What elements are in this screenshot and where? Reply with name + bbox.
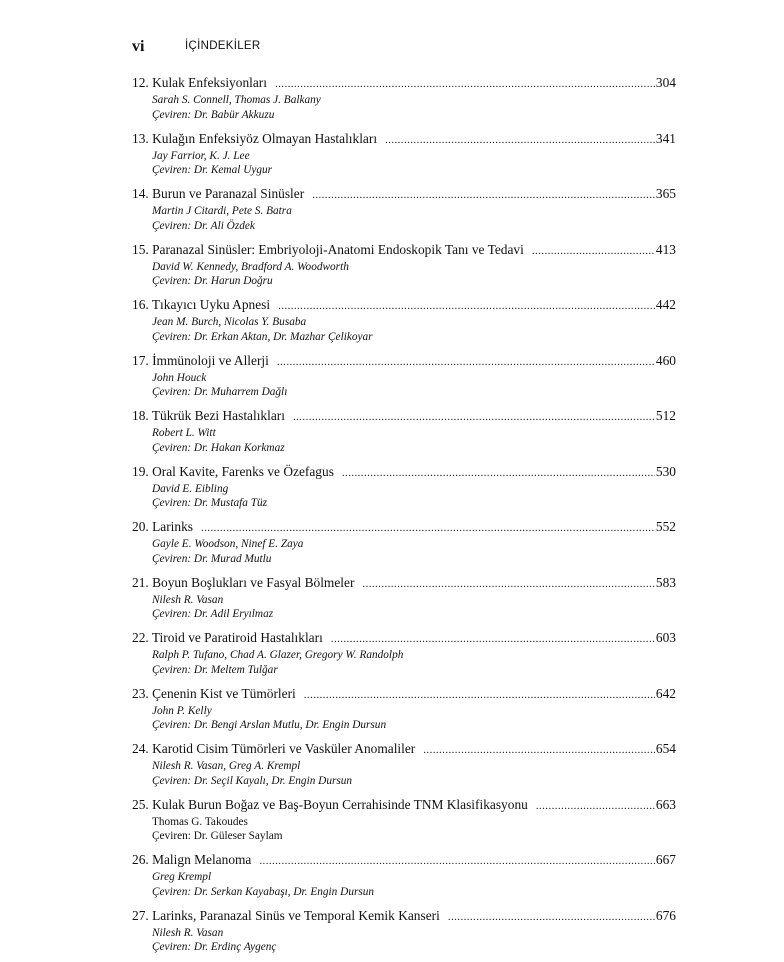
entry-translator: Çeviren: Dr. Erdinç Aygenç xyxy=(132,940,676,955)
entry-page-number: 667 xyxy=(656,851,676,868)
table-of-contents xyxy=(132,74,676,962)
dot-leader xyxy=(293,409,655,426)
entry-translator: Çeviren: Dr. Güleser Saylam xyxy=(132,829,676,844)
entry-translator: Çeviren: Dr. Murad Mutlu xyxy=(132,552,676,567)
entry-page-number: 642 xyxy=(656,685,676,702)
entry-page-number: 365 xyxy=(656,185,676,202)
entry-page-number: 530 xyxy=(656,463,676,480)
toc-entry[interactable] xyxy=(132,463,676,519)
entry-title: 21. Boyun Boşlukları ve Fasyal Bölmeler xyxy=(132,574,354,591)
dot-leader xyxy=(362,576,654,593)
dot-leader xyxy=(277,354,655,371)
entry-page-number: 304 xyxy=(656,74,676,91)
entry-page-number: 460 xyxy=(656,352,676,369)
toc-entry[interactable] xyxy=(132,296,676,352)
entry-translator: Çeviren: Dr. Muharrem Dağlı xyxy=(132,385,676,400)
entry-page-number: 676 xyxy=(656,907,676,924)
dot-leader xyxy=(536,798,655,815)
dot-leader xyxy=(331,631,655,648)
entry-page-number: 552 xyxy=(656,518,676,535)
entry-title: 24. Karotid Cisim Tümörleri ve Vasküler Anomaliler xyxy=(132,740,415,757)
entry-authors: Jean M. Burch, Nicolas Y. Busaba xyxy=(132,315,676,330)
entry-translator: Çeviren: Dr. Seçil Kayalı, Dr. Engin Dursun xyxy=(132,774,676,789)
entry-page-number: 341 xyxy=(656,130,676,147)
dot-leader xyxy=(304,687,655,704)
dot-leader xyxy=(201,520,655,537)
entry-translator: Çeviren: Dr. Kemal Uygur xyxy=(132,163,676,178)
entry-translator: Çeviren: Dr. Bengi Arslan Mutlu, Dr. Engin Dursun xyxy=(132,718,676,733)
entry-authors: Gayle E. Woodson, Ninef E. Zaya xyxy=(132,537,676,552)
entry-authors: Ralph P. Tufano, Chad A. Glazer, Gregory W. Randolph xyxy=(132,648,676,663)
entry-title: 22. Tiroid ve Paratiroid Hastalıkları xyxy=(132,629,323,646)
entry-translator: Çeviren: Dr. Mustafa Tüz xyxy=(132,496,676,511)
toc-entry[interactable] xyxy=(132,740,676,796)
dot-leader xyxy=(423,742,655,759)
entry-title: 12. Kulak Enfeksiyonları xyxy=(132,74,267,91)
entry-title: 27. Larinks, Paranazal Sinüs ve Temporal Kemik Kanseri xyxy=(132,907,440,924)
toc-entry[interactable] xyxy=(132,685,676,741)
entry-translator: Çeviren: Dr. Babür Akkuzu xyxy=(132,108,676,123)
entry-title: 19. Oral Kavite, Farenks ve Özefagus xyxy=(132,463,334,480)
toc-entry[interactable] xyxy=(132,629,676,685)
toc-entry[interactable] xyxy=(132,130,676,186)
page-number: vi xyxy=(132,38,144,56)
entry-authors: Thomas G. Takoudes xyxy=(132,815,676,830)
entry-page-number: 413 xyxy=(656,241,676,258)
entry-title: 17. İmmünoloji ve Allerji xyxy=(132,352,269,369)
entry-title: 13. Kulağın Enfeksiyöz Olmayan Hastalıkları xyxy=(132,130,377,147)
entry-title: 18. Tükrük Bezi Hastalıkları xyxy=(132,407,285,424)
entry-title: 15. Paranazal Sinüsler: Embriyoloji-Anatomi Endoskopik Tanı ve Tedavi xyxy=(132,241,524,258)
entry-authors: Robert L. Witt xyxy=(132,426,676,441)
entry-translator: Çeviren: Dr. Erkan Aktan, Dr. Mazhar Çelikoyar xyxy=(132,330,676,345)
entry-page-number: 512 xyxy=(656,407,676,424)
entry-page-number: 663 xyxy=(656,796,676,813)
entry-authors: David E. Eibling xyxy=(132,482,676,497)
entry-page-number: 583 xyxy=(656,574,676,591)
entry-authors: Martin J Citardi, Pete S. Batra xyxy=(132,204,676,219)
entry-title: 23. Çenenin Kist ve Tümörleri xyxy=(132,685,296,702)
entry-title: 26. Malign Melanoma xyxy=(132,851,251,868)
entry-authors: Sarah S. Connell, Thomas J. Balkany xyxy=(132,93,676,108)
entry-authors: Nilesh R. Vasan xyxy=(132,926,676,941)
dot-leader xyxy=(448,909,655,926)
entry-page-number: 442 xyxy=(656,296,676,313)
entry-page-number: 654 xyxy=(656,740,676,757)
entry-authors: Jay Farrior, K. J. Lee xyxy=(132,149,676,164)
toc-entry[interactable] xyxy=(132,851,676,907)
dot-leader xyxy=(312,187,655,204)
entry-translator: Çeviren: Dr. Meltem Tulğar xyxy=(132,663,676,678)
entry-authors: Nilesh R. Vasan, Greg A. Krempl xyxy=(132,759,676,774)
entry-translator: Çeviren: Dr. Ali Özdek xyxy=(132,219,676,234)
dot-leader xyxy=(385,132,655,149)
entry-authors: John P. Kelly xyxy=(132,704,676,719)
entry-authors: David W. Kennedy, Bradford A. Woodworth xyxy=(132,260,676,275)
entry-translator: Çeviren: Dr. Hakan Korkmaz xyxy=(132,441,676,456)
entry-title: 20. Larinks xyxy=(132,518,193,535)
section-title: İÇİNDEKİLER xyxy=(185,40,261,52)
toc-entry[interactable] xyxy=(132,407,676,463)
toc-entry[interactable] xyxy=(132,352,676,408)
entry-translator: Çeviren: Dr. Harun Doğru xyxy=(132,274,676,289)
entry-title: 14. Burun ve Paranazal Sinüsler xyxy=(132,185,304,202)
entry-authors: Nilesh R. Vasan xyxy=(132,593,676,608)
toc-entry[interactable] xyxy=(132,907,676,962)
toc-entry[interactable] xyxy=(132,574,676,630)
entry-title: 25. Kulak Burun Boğaz ve Baş-Boyun Cerrahisinde TNM Klasifikasyonu xyxy=(132,796,528,813)
toc-entry[interactable] xyxy=(132,74,676,130)
dot-leader xyxy=(278,298,655,315)
entry-title: 16. Tıkayıcı Uyku Apnesi xyxy=(132,296,270,313)
toc-entry[interactable] xyxy=(132,241,676,297)
entry-authors: Greg Krempl xyxy=(132,870,676,885)
dot-leader xyxy=(342,465,655,482)
dot-leader xyxy=(532,243,655,260)
dot-leader xyxy=(259,853,655,870)
entry-translator: Çeviren: Dr. Adil Eryılmaz xyxy=(132,607,676,622)
entry-translator: Çeviren: Dr. Serkan Kayabaşı, Dr. Engin Dursun xyxy=(132,885,676,900)
toc-entry[interactable] xyxy=(132,796,676,852)
dot-leader xyxy=(275,76,655,93)
entry-page-number: 603 xyxy=(656,629,676,646)
entry-authors: John Houck xyxy=(132,371,676,386)
toc-entry[interactable] xyxy=(132,185,676,241)
toc-entry[interactable] xyxy=(132,518,676,574)
